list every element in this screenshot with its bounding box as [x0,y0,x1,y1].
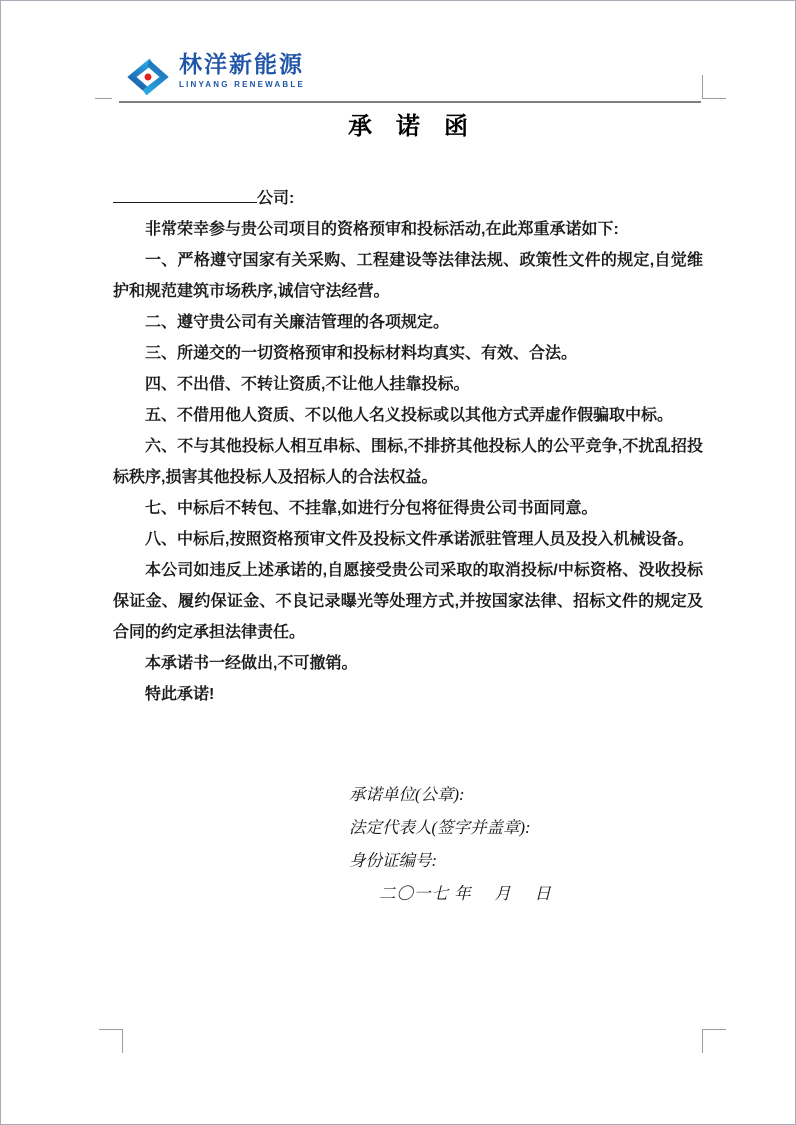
logo-company-name: 林洋新能源 [179,51,304,77]
irrevocable-paragraph: 本承诺书一经做出,不可撤销。 [145,655,358,672]
crop-mark-bottom-left [122,1029,123,1053]
salutation-suffix: 公司: [257,190,295,207]
company-logo [125,51,305,97]
linyang-diamond-logo-icon [125,57,171,97]
commitment-item-6: 六、不与其他投标人相互串标、围标,不排挤其他投标人的公平竞争,不扰乱招投标秩序,损害其他投标人及招标人的合法权益。 [113,438,703,486]
document-body [113,109,703,910]
logo-company-subtitle: LINYANG RENEWABLE [179,80,306,89]
crop-mark-bottom-right [702,1029,703,1053]
salutation-line [113,183,703,214]
closing-statement: 特此承诺! [145,686,215,703]
commitment-item-1: 一、严格遵守国家有关采购、工程建设等法律法规、政策性文件的规定,自觉维护和规范建筑市场秩序,诚信守法经营。 [113,252,703,300]
crop-mark-bottom-right [702,1029,726,1030]
letterhead-rule [119,101,701,103]
signature-unit-label: 承诺单位(公章): [349,785,465,804]
signature-legal-rep-label: 法定代表人(签字并盖章): [349,818,531,837]
commitment-item-2: 二、遵守贵公司有关廉洁管理的各项规定。 [145,314,450,331]
logo-text [179,51,305,89]
crop-mark-top-left [95,98,112,99]
signature-id-label: 身份证编号: [349,851,437,870]
signature-block [113,778,703,910]
commitment-item-7: 七、中标后不转包、不挂靠,如进行分包将征得贵公司书面同意。 [145,500,598,517]
liability-paragraph: 本公司如违反上述承诺的,自愿接受贵公司采取的取消投标/中标资格、没收投标保证金、履约保证金、不良记录曝光等处理方式,并按国家法律、招标文件的规定及合同的约定承担法律责任。 [113,562,703,641]
intro-paragraph: 非常荣幸参与贵公司项目的资格预审和投标活动,在此郑重承诺如下: [145,221,619,238]
commitment-item-4: 四、不出借、不转让资质,不让他人挂靠投标。 [145,376,470,393]
company-name-blank [113,187,257,203]
crop-mark-bottom-left [99,1029,123,1030]
crop-mark-top-right [702,98,726,99]
commitment-item-5: 五、不借用他人资质、不以他人名义投标或以其他方式弄虚作假骗取中标。 [145,407,674,424]
document-title: 承 诺 函 [348,114,468,140]
signature-date-line: 二〇一七 年 月 日 [379,884,552,903]
commitment-item-8: 八、中标后,按照资格预审文件及投标文件承诺派驻管理人员及投入机械设备。 [145,531,694,548]
commitment-item-3: 三、所递交的一切资格预审和投标材料均真实、有效、合法。 [145,345,578,362]
crop-mark-top-right [702,75,703,99]
